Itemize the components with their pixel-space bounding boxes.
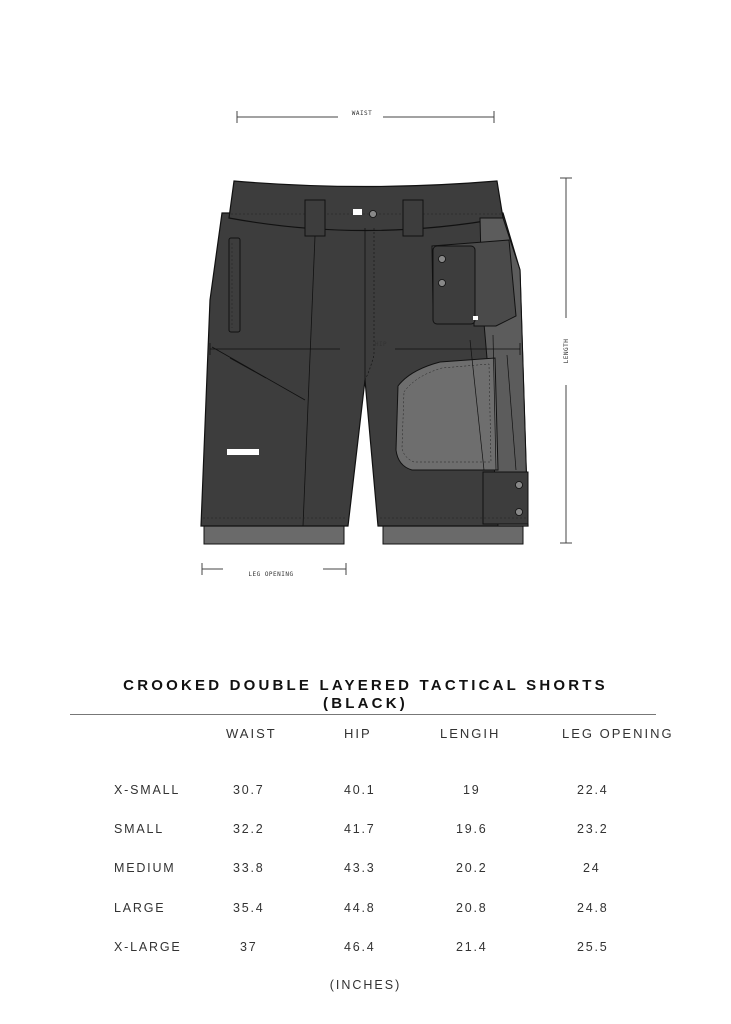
leg-opening-dimension (202, 563, 346, 578)
hip-value: 46.4 (344, 940, 376, 954)
hip-value: 44.8 (344, 901, 376, 915)
length-value: 20.2 (456, 861, 488, 875)
column-header-length: LENGIH (440, 726, 501, 741)
length-value: 19 (463, 783, 481, 797)
title-divider (70, 714, 656, 715)
shorts-illustration (201, 181, 528, 544)
waist-value: 32.2 (233, 822, 265, 836)
length-value: 21.4 (456, 940, 488, 954)
length-dimension (560, 178, 572, 543)
column-header-hip: HIP (344, 726, 372, 741)
size-label: X-SMALL (114, 783, 181, 797)
size-label: SMALL (114, 822, 164, 836)
leg-opening-value: 22.4 (577, 783, 609, 797)
product-color: (BLACK) (323, 695, 408, 712)
length-value: 20.8 (456, 901, 488, 915)
leg-opening-value: 24.8 (577, 901, 609, 915)
column-header-waist: WAIST (226, 726, 277, 741)
waist-dim-label: WAIST (351, 110, 373, 117)
size-label: MEDIUM (114, 861, 176, 875)
waist-value: 35.4 (233, 901, 265, 915)
column-header-leg-opening: LEG OPENING (562, 726, 674, 741)
leg-opening-value: 23.2 (577, 822, 609, 836)
length-dim-label: LENGTH (563, 338, 570, 364)
leg-opening-value: 24 (583, 861, 601, 875)
hip-value: 43.3 (344, 861, 376, 875)
hip-value: 40.1 (344, 783, 376, 797)
size-label: LARGE (114, 901, 166, 915)
waist-value: 30.7 (233, 783, 265, 797)
hip-dim-label: HIP (374, 341, 388, 348)
units-note: (INCHES) (329, 978, 402, 992)
waist-dimension (237, 110, 494, 123)
product-title: CROOKED DOUBLE LAYERED TACTICAL SHORTS (123, 677, 608, 694)
length-value: 19.6 (456, 822, 488, 836)
waist-value: 37 (240, 940, 258, 954)
leg-opening-value: 25.5 (577, 940, 609, 954)
waist-value: 33.8 (233, 861, 265, 875)
hip-value: 41.7 (344, 822, 376, 836)
leg-opening-dim-label: LEG OPENING (248, 571, 294, 578)
size-label: X-LARGE (114, 940, 182, 954)
